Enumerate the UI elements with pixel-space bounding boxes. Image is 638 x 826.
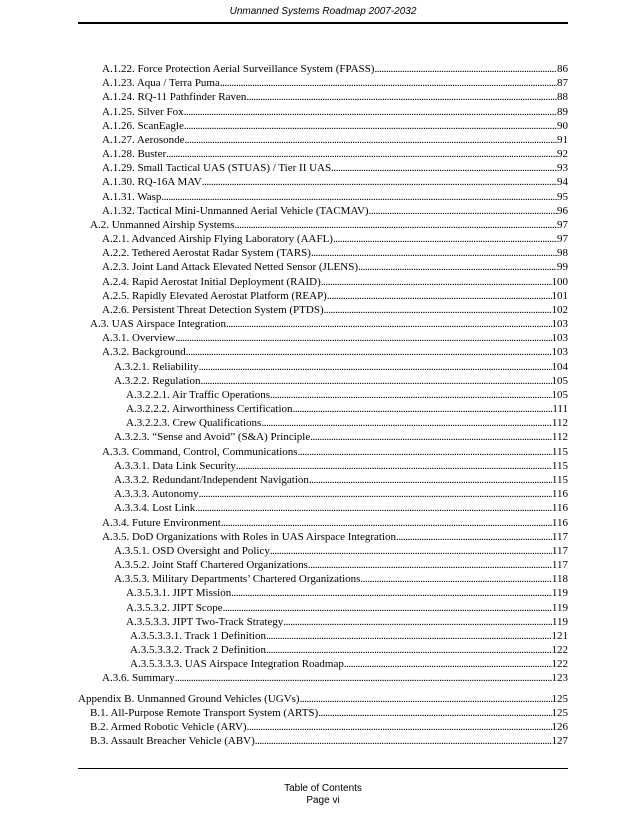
toc-entry-label: A.1.27. Aerosonde xyxy=(102,133,185,146)
toc-entry[interactable] xyxy=(78,105,568,119)
toc-entry-label: A.2.1. Advanced Airship Flying Laboratory (AAFL) xyxy=(102,233,333,246)
toc-entry[interactable] xyxy=(78,586,568,600)
toc-dot-leader xyxy=(221,516,552,530)
toc-dot-leader xyxy=(369,204,557,218)
toc-entry-label: A.3.2.2.3. Crew Qualifications xyxy=(126,417,262,430)
toc-entry-label: A.3.5.3.1. JIPT Mission xyxy=(126,587,232,600)
toc-entry-page-number: 99 xyxy=(557,261,568,274)
toc-entry-page-number: 117 xyxy=(551,544,568,557)
footer-page-number: Page vi xyxy=(306,795,340,806)
toc-entry[interactable] xyxy=(78,317,568,331)
toc-entry-label: A.2.6. Persistent Threat Detection System (PTDS) xyxy=(102,303,324,316)
toc-entry-label: A.3.3. Command, Control, Communications xyxy=(102,445,298,458)
toc-entry-page-number: 117 xyxy=(551,559,568,572)
page-footer xyxy=(78,783,568,807)
toc-entry-page-number: 90 xyxy=(557,119,568,132)
toc-entry[interactable] xyxy=(78,218,568,232)
toc-dot-leader xyxy=(235,218,557,232)
toc-entry-page-number: 105 xyxy=(551,374,568,387)
toc-entry-label: A.1.28. Buster xyxy=(102,148,167,161)
toc-entry[interactable] xyxy=(78,289,568,303)
toc-entry[interactable] xyxy=(78,501,568,515)
toc-entry-page-number: 93 xyxy=(557,162,568,175)
toc-entry[interactable] xyxy=(78,147,568,161)
toc-entry-label: A.1.23. Aqua / Terra Puma xyxy=(102,77,220,90)
toc-entry-label: A.2.2. Tethered Aerostat Radar System (TARS) xyxy=(102,247,311,260)
toc-dot-leader xyxy=(374,62,557,76)
toc-entry[interactable] xyxy=(78,246,568,260)
toc-entry[interactable] xyxy=(78,734,568,748)
toc-dot-leader xyxy=(333,232,557,246)
toc-entry-label: A.3.5.3.2. JIPT Scope xyxy=(126,601,223,614)
toc-entry-page-number: 119 xyxy=(551,587,568,600)
toc-entry-label: A.2.3. Joint Land Attack Elevated Netted Sensor (JLENS) xyxy=(102,261,359,274)
toc-entry[interactable] xyxy=(78,416,568,430)
toc-entry-page-number: 115 xyxy=(551,445,568,458)
toc-entry-page-number: 119 xyxy=(551,601,568,614)
toc-entry-label: A.1.29. Small Tactical UAS (STUAS) / Tier II UAS xyxy=(102,162,332,175)
toc-entry-page-number: 112 xyxy=(551,417,568,430)
toc-entry[interactable] xyxy=(78,530,568,544)
toc-dot-leader xyxy=(175,671,552,685)
toc-entry-label: A.3.2. Background xyxy=(102,346,186,359)
toc-entry-page-number: 111 xyxy=(552,403,568,416)
toc-entry-page-number: 91 xyxy=(557,133,568,146)
toc-dot-leader xyxy=(318,706,551,720)
toc-entry-page-number: 105 xyxy=(551,388,568,401)
toc-entry-page-number: 89 xyxy=(557,105,568,118)
toc-entry-label: B.3. Assault Breacher Vehicle (ABV) xyxy=(90,735,255,748)
toc-entry[interactable] xyxy=(78,487,568,501)
toc-entry[interactable] xyxy=(78,445,568,459)
toc-entry-page-number: 97 xyxy=(557,233,568,246)
toc-entry[interactable] xyxy=(78,706,568,720)
toc-entry-label: A.1.32. Tactical Mini-Unmanned Aerial Vehicle (TACMAV) xyxy=(102,204,369,217)
toc-entry-label: A.1.25. Silver Fox xyxy=(102,105,184,118)
toc-entry-page-number: 115 xyxy=(551,473,568,486)
toc-entry[interactable] xyxy=(78,720,568,734)
toc-entry-label: A.3.1. Overview xyxy=(102,332,176,345)
toc-entry-label: B.1. All-Purpose Remote Transport System (ARTS) xyxy=(90,706,319,719)
toc-entry-page-number: 101 xyxy=(551,289,568,302)
toc-dot-leader xyxy=(331,161,557,175)
toc-entry-page-number: 125 xyxy=(551,692,568,705)
toc-dot-leader xyxy=(226,317,552,331)
toc-entry[interactable] xyxy=(78,119,568,133)
toc-entry[interactable] xyxy=(78,430,568,444)
toc-dot-leader xyxy=(195,501,552,515)
toc-entry-label: A.3.2.3. “Sense and Avoid” (S&A) Principle xyxy=(114,431,311,444)
toc-entry-label: A.1.31. Wasp xyxy=(102,190,162,203)
toc-entry-page-number: 96 xyxy=(557,204,568,217)
toc-entry-label: B.2. Armed Robotic Vehicle (ARV) xyxy=(90,720,247,733)
toc-entry-label: A.1.24. RQ-11 Pathfinder Raven xyxy=(102,91,247,104)
toc-dot-leader xyxy=(358,260,557,274)
toc-entry[interactable] xyxy=(78,275,568,289)
toc-entry[interactable] xyxy=(78,303,568,317)
toc-dot-leader xyxy=(220,76,557,90)
toc-entry-page-number: 100 xyxy=(551,275,568,288)
toc-entry[interactable] xyxy=(78,558,568,572)
toc-entry-page-number: 116 xyxy=(551,516,568,529)
toc-entry-page-number: 112 xyxy=(551,431,568,444)
toc-dot-leader xyxy=(396,530,552,544)
toc-dot-leader xyxy=(266,643,552,657)
toc-dot-leader xyxy=(298,445,552,459)
toc-dot-leader xyxy=(223,601,552,615)
toc-entry[interactable] xyxy=(78,175,568,189)
toc-entry-label: A.3.6. Summary xyxy=(102,672,175,685)
toc-entry-label: A.2.5. Rapidly Elevated Aerostat Platform (REAP) xyxy=(102,289,327,302)
toc-dot-leader xyxy=(236,459,552,473)
toc-entry-label: A.1.26. ScanEagle xyxy=(102,119,184,132)
toc-entry-page-number: 98 xyxy=(557,247,568,260)
toc-dot-leader xyxy=(200,374,551,388)
toc-entry-page-number: 88 xyxy=(557,91,568,104)
toc-entry-label: A.3.5.3.3.2. Track 2 Definition xyxy=(130,644,266,657)
toc-entry[interactable] xyxy=(78,331,568,345)
toc-entry-label: A.3.3.3. Autonomy xyxy=(114,488,199,501)
toc-entry-label: A.3.5.3.3.3. UAS Airspace Integration Roadmap xyxy=(130,658,344,671)
toc-entry-label: A.3.5. DoD Organizations with Roles in UAS Airspace Integration xyxy=(102,530,397,543)
toc-dot-leader xyxy=(324,303,552,317)
toc-entry[interactable] xyxy=(78,516,568,530)
footer-divider xyxy=(78,768,568,769)
toc-dot-leader xyxy=(175,331,551,345)
toc-entry[interactable] xyxy=(78,544,568,558)
toc-dot-leader xyxy=(270,544,552,558)
toc-entry[interactable] xyxy=(78,204,568,218)
toc-dot-leader xyxy=(321,275,552,289)
toc-dot-leader xyxy=(202,175,557,189)
toc-entry-label: A.3.5.3.3.1. Track 1 Definition xyxy=(130,629,266,642)
toc-entry-label: A.3.2.1. Reliability xyxy=(114,360,199,373)
toc-entry-label: A.3.2.2.2. Airworthiness Certification xyxy=(126,403,293,416)
toc-dot-leader xyxy=(185,133,558,147)
toc-entry-page-number: 87 xyxy=(557,77,568,90)
toc-entry-label: A.3.5.3. Military Departments’ Chartered Organizations xyxy=(114,573,361,586)
toc-entry-label: A.3.3.2. Redundant/Independent Navigation xyxy=(114,473,309,486)
toc-dot-leader xyxy=(231,586,552,600)
toc-dot-leader xyxy=(161,190,557,204)
toc-entry-label: A.2. Unmanned Airship Systems xyxy=(90,218,235,231)
toc-entry[interactable] xyxy=(78,572,568,586)
toc-entry[interactable] xyxy=(78,62,568,76)
toc-dot-leader xyxy=(293,402,553,416)
toc-entry-label: A.1.22. Force Protection Aerial Surveillance System (FPASS) xyxy=(102,63,375,75)
toc-entry-label: A.3.5.1. OSD Oversight and Policy xyxy=(114,544,270,557)
toc-entry[interactable] xyxy=(78,360,568,374)
table-of-contents xyxy=(78,62,568,748)
toc-dot-leader xyxy=(310,430,552,444)
toc-entry-page-number: 122 xyxy=(551,658,568,671)
toc-entry-label: A.3.5.2. Joint Staff Chartered Organizations xyxy=(114,559,308,572)
toc-entry[interactable] xyxy=(78,671,568,685)
toc-entry[interactable] xyxy=(78,615,568,629)
toc-entry[interactable] xyxy=(78,473,568,487)
toc-entry[interactable] xyxy=(78,657,568,671)
toc-dot-leader xyxy=(309,473,552,487)
page-header-title: Unmanned Systems Roadmap 2007-2032 xyxy=(229,6,417,17)
toc-entry-page-number: 127 xyxy=(551,735,568,748)
toc-entry-page-number: 126 xyxy=(551,720,568,733)
toc-dot-leader xyxy=(360,572,551,586)
toc-dot-leader xyxy=(199,360,552,374)
toc-entry-page-number: 97 xyxy=(557,218,568,231)
toc-entry-page-number: 103 xyxy=(551,332,568,345)
toc-dot-leader xyxy=(308,558,552,572)
toc-entry[interactable] xyxy=(78,232,568,246)
toc-entry-page-number: 125 xyxy=(551,706,568,719)
toc-entry-page-number: 117 xyxy=(551,530,568,543)
toc-entry[interactable] xyxy=(78,601,568,615)
toc-entry-page-number: 115 xyxy=(551,459,568,472)
toc-dot-leader xyxy=(344,657,552,671)
toc-dot-leader xyxy=(199,487,552,501)
toc-dot-leader xyxy=(270,388,551,402)
toc-dot-leader xyxy=(247,720,552,734)
toc-entry-label: A.3. UAS Airspace Integration xyxy=(90,318,226,331)
toc-dot-leader xyxy=(300,692,552,706)
toc-entry-page-number: 123 xyxy=(551,672,568,685)
toc-dot-leader xyxy=(311,246,557,260)
toc-entry-page-number: 103 xyxy=(551,346,568,359)
toc-entry-label: A.3.4. Future Environment xyxy=(102,516,221,529)
toc-dot-leader xyxy=(186,345,552,359)
toc-entry-label: A.2.4. Rapid Aerostat Initial Deployment (RAID) xyxy=(102,275,321,288)
toc-dot-leader xyxy=(327,289,552,303)
toc-entry-page-number: 92 xyxy=(557,148,568,161)
toc-dot-leader xyxy=(184,119,557,133)
toc-dot-leader xyxy=(184,105,557,119)
toc-entry-label: A.3.2.2. Regulation xyxy=(114,374,201,387)
toc-entry[interactable] xyxy=(78,161,568,175)
toc-entry[interactable] xyxy=(78,692,568,706)
header-divider xyxy=(78,22,568,24)
toc-dot-leader xyxy=(283,615,552,629)
toc-entry-page-number: 95 xyxy=(557,190,568,203)
toc-dot-leader xyxy=(255,734,552,748)
toc-entry-page-number: 116 xyxy=(551,488,568,501)
toc-entry-page-number: 104 xyxy=(551,360,568,373)
toc-dot-leader xyxy=(266,629,552,643)
toc-entry[interactable] xyxy=(78,345,568,359)
toc-dot-leader xyxy=(166,147,557,161)
toc-entry[interactable] xyxy=(78,629,568,643)
toc-entry-page-number: 94 xyxy=(557,176,568,189)
toc-entry-label: Appendix B. Unmanned Ground Vehicles (UGVs) xyxy=(78,692,300,705)
footer-section-title: Table of Contents xyxy=(284,783,362,794)
toc-dot-leader xyxy=(246,90,557,104)
toc-entry-page-number: 102 xyxy=(551,303,568,316)
toc-entry-page-number: 121 xyxy=(551,629,568,642)
toc-dot-leader xyxy=(261,416,552,430)
toc-entry[interactable] xyxy=(78,76,568,90)
toc-entry[interactable] xyxy=(78,459,568,473)
toc-entry[interactable] xyxy=(78,388,568,402)
toc-entry[interactable] xyxy=(78,133,568,147)
toc-entry-page-number: 118 xyxy=(551,573,568,586)
toc-entry-label: A.1.30. RQ-16A MAV xyxy=(102,176,202,189)
toc-entry-page-number: 86 xyxy=(557,63,568,75)
toc-entry-page-number: 119 xyxy=(551,615,568,628)
toc-entry[interactable] xyxy=(78,643,568,657)
toc-entry-page-number: 116 xyxy=(551,502,568,515)
toc-entry-page-number: 103 xyxy=(551,318,568,331)
toc-entry[interactable] xyxy=(78,402,568,416)
toc-entry-label: A.3.3.1. Data Link Security xyxy=(114,459,236,472)
toc-entry-label: A.3.3.4. Lost Link xyxy=(114,502,196,515)
toc-entry[interactable] xyxy=(78,374,568,388)
toc-entry[interactable] xyxy=(78,190,568,204)
toc-entry-page-number: 122 xyxy=(551,644,568,657)
toc-entry[interactable] xyxy=(78,90,568,104)
toc-entry-label: A.3.2.2.1. Air Traffic Operations xyxy=(126,388,271,401)
toc-entry-label: A.3.5.3.3. JIPT Two-Track Strategy xyxy=(126,615,284,628)
toc-entry[interactable] xyxy=(78,260,568,274)
